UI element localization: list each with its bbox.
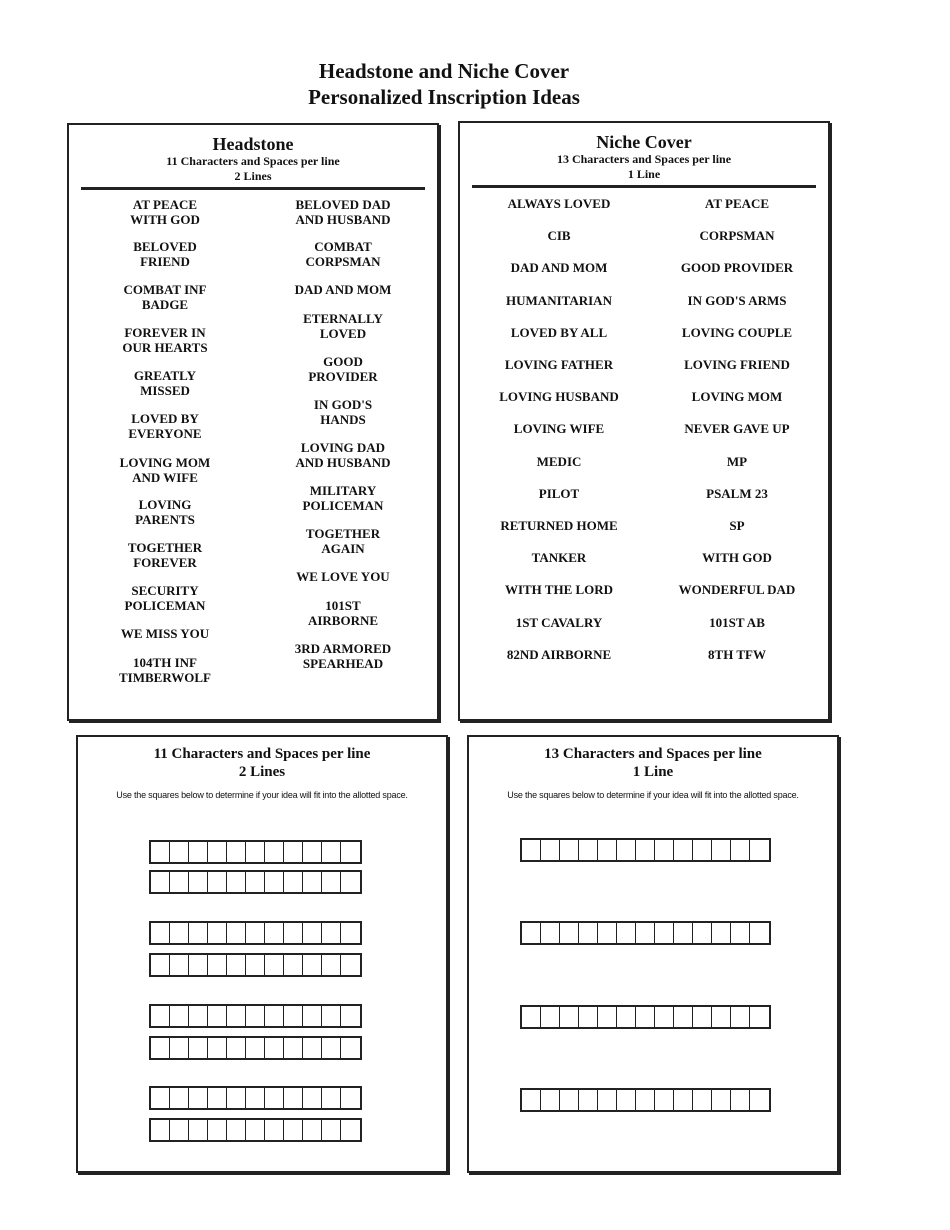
character-square (303, 1088, 322, 1108)
niche-idea: LOVING FATHER (504, 357, 614, 372)
character-square (208, 842, 227, 862)
character-square (731, 1007, 750, 1027)
character-square (341, 923, 360, 943)
character-square (522, 1007, 541, 1027)
character-square (189, 1038, 208, 1058)
character-square (170, 842, 189, 862)
niche-idea: AT PEACE (704, 196, 770, 211)
character-square (560, 1007, 579, 1027)
niche-idea: DAD AND MOM (510, 260, 608, 276)
character-square (731, 840, 750, 860)
character-square (598, 1090, 617, 1110)
niche-idea: TANKER (531, 550, 587, 566)
headstone-idea: COMBAT INF BADGE (123, 282, 207, 312)
character-square (303, 1006, 322, 1026)
headstone-idea: LOVING MOM AND WIFE (119, 455, 211, 485)
headstone-heading: Headstone (212, 134, 294, 154)
title-line-2: Personalized Inscription Ideas (308, 85, 580, 109)
character-square (189, 955, 208, 975)
character-square (598, 923, 617, 943)
character-square-row (149, 870, 362, 894)
character-square (750, 923, 769, 943)
character-square (636, 840, 655, 860)
niche-idea: MEDIC (536, 453, 582, 469)
character-square (522, 840, 541, 860)
headstone-idea: BELOVED FRIEND (133, 239, 197, 269)
character-square-row (149, 921, 362, 945)
niche-idea: 1ST CAVALRY (515, 614, 603, 630)
headstone-idea: 3RD ARMORED SPEARHEAD (294, 641, 392, 671)
character-square (674, 840, 693, 860)
character-square (674, 1007, 693, 1027)
character-square (617, 1007, 636, 1027)
character-square (208, 1038, 227, 1058)
niche-idea: ALWAYS LOVED (507, 196, 611, 211)
character-square (341, 1120, 360, 1140)
grid-13-instruction: Use the squares below to determine if your idea will fit into the allotted space. (507, 790, 799, 800)
character-square (284, 1006, 303, 1026)
character-square (322, 872, 341, 892)
niche-idea: LOVING HUSBAND (499, 389, 619, 405)
character-square (655, 1090, 674, 1110)
grid-13-panel (467, 735, 839, 1173)
character-square (170, 1120, 189, 1140)
niche-idea: HUMANITARIAN (506, 292, 612, 308)
character-square (322, 1088, 341, 1108)
character-square (265, 1088, 284, 1108)
character-square (341, 872, 360, 892)
character-square (284, 842, 303, 862)
character-square (655, 1007, 674, 1027)
niche-idea: SP (729, 518, 745, 533)
headstone-idea: GREATLY MISSED (133, 368, 197, 398)
character-square (560, 1090, 579, 1110)
character-square-row (149, 1118, 362, 1142)
headstone-idea: COMBAT CORPSMAN (305, 239, 381, 269)
character-square-row (149, 840, 362, 864)
niche-subheading: 13 Characters and Spaces per line (556, 152, 732, 166)
character-square (189, 923, 208, 943)
niche-idea: PSALM 23 (706, 485, 768, 501)
headstone-idea: MILITARY POLICEMAN (302, 483, 384, 513)
character-square (265, 923, 284, 943)
character-square (617, 923, 636, 943)
headstone-idea: ETERNALLY LOVED (303, 311, 383, 341)
headstone-idea: LOVED BY EVERYONE (128, 411, 202, 441)
character-square (303, 872, 322, 892)
headstone-idea: IN GOD'S HANDS (313, 397, 373, 427)
character-square (151, 842, 170, 862)
character-square (208, 923, 227, 943)
character-square (227, 1120, 246, 1140)
character-square (151, 872, 170, 892)
character-square (170, 1088, 189, 1108)
headstone-idea: AT PEACE WITH GOD (130, 197, 200, 227)
character-square (246, 842, 265, 862)
character-square (522, 923, 541, 943)
character-square (712, 1090, 731, 1110)
character-square (246, 872, 265, 892)
character-square (265, 842, 284, 862)
headstone-idea: 101ST AIRBORNE (307, 598, 379, 628)
character-square (341, 1038, 360, 1058)
character-square (636, 923, 655, 943)
character-square (151, 1088, 170, 1108)
character-square (208, 1088, 227, 1108)
character-square (322, 923, 341, 943)
character-square (227, 1006, 246, 1026)
character-square-row (149, 953, 362, 977)
character-square (189, 872, 208, 892)
niche-idea: LOVED BY ALL (510, 324, 608, 340)
niche-idea: WITH GOD (702, 550, 772, 566)
character-square (151, 923, 170, 943)
character-square (284, 955, 303, 975)
character-square (170, 1038, 189, 1058)
character-square (227, 872, 246, 892)
character-square (579, 1090, 598, 1110)
character-square (579, 840, 598, 860)
niche-idea: 101ST AB (709, 614, 765, 630)
niche-idea: LOVING WIFE (513, 421, 605, 437)
character-square (731, 1090, 750, 1110)
niche-idea: 82ND AIRBORNE (506, 646, 612, 662)
character-square (170, 955, 189, 975)
character-square (246, 1006, 265, 1026)
character-square (693, 923, 712, 943)
headstone-panel (67, 123, 439, 721)
character-square (284, 1088, 303, 1108)
character-square (227, 842, 246, 862)
grid-13-heading: 13 Characters and Spaces per line (544, 746, 762, 762)
niche-idea: LOVING MOM (691, 389, 783, 405)
character-square (674, 923, 693, 943)
grid-11-lines: 2 Lines (238, 764, 286, 780)
character-square (341, 955, 360, 975)
character-square (227, 1038, 246, 1058)
niche-idea: GOOD PROVIDER (680, 260, 794, 276)
character-square-row (520, 1005, 771, 1029)
niche-idea: 8TH TFW (708, 646, 766, 662)
character-square (322, 1006, 341, 1026)
character-square (655, 923, 674, 943)
headstone-idea: LOVING PARENTS (135, 497, 195, 527)
character-square (170, 1006, 189, 1026)
niche-idea: PILOT (538, 485, 580, 501)
character-square (227, 1088, 246, 1108)
character-square (189, 1088, 208, 1108)
character-square (579, 923, 598, 943)
character-square (227, 955, 246, 975)
character-square (227, 923, 246, 943)
niche-idea: LOVING FRIEND (684, 357, 790, 372)
character-square (303, 842, 322, 862)
character-square (265, 872, 284, 892)
grid-11-instruction: Use the squares below to determine if your idea will fit into the allotted space. (116, 790, 408, 800)
character-square-row (520, 921, 771, 945)
character-square (541, 1090, 560, 1110)
headstone-idea: DAD AND MOM (294, 282, 392, 297)
character-square (712, 840, 731, 860)
character-square-row (149, 1036, 362, 1060)
niche-idea: CORPSMAN (699, 228, 775, 244)
character-square (712, 1007, 731, 1027)
character-square (541, 840, 560, 860)
character-square (750, 840, 769, 860)
character-square (303, 1038, 322, 1058)
character-square-row (520, 1088, 771, 1112)
niche-idea: LOVING COUPLE (681, 324, 793, 340)
niche-heading: Niche Cover (596, 132, 692, 152)
character-square (322, 1120, 341, 1140)
character-square (655, 840, 674, 860)
niche-idea: WITH THE LORD (504, 582, 614, 598)
character-square (246, 1088, 265, 1108)
headstone-idea: GOOD PROVIDER (308, 354, 378, 384)
headstone-idea: WE LOVE YOU (296, 569, 390, 584)
character-square (246, 923, 265, 943)
page-title (0, 58, 888, 110)
grid-11-panel (76, 735, 448, 1173)
character-square-row (149, 1004, 362, 1028)
niche-lines: 1 Line (627, 167, 661, 181)
character-square (284, 923, 303, 943)
character-square (208, 955, 227, 975)
character-square (208, 1006, 227, 1026)
character-square (560, 840, 579, 860)
character-square (322, 1038, 341, 1058)
grid-13-lines: 1 Line (632, 764, 674, 780)
headstone-divider (81, 187, 425, 190)
grid-11-heading: 11 Characters and Spaces per line (153, 746, 371, 762)
character-square (598, 840, 617, 860)
niche-idea: NEVER GAVE UP (684, 421, 790, 437)
character-square (246, 1120, 265, 1140)
character-square (693, 840, 712, 860)
niche-idea: RETURNED HOME (500, 518, 618, 533)
character-square (579, 1007, 598, 1027)
character-square (265, 955, 284, 975)
niche-idea: WONDERFUL DAD (678, 582, 796, 598)
character-square (674, 1090, 693, 1110)
character-square (750, 1090, 769, 1110)
character-square (246, 955, 265, 975)
niche-idea: IN GOD'S ARMS (687, 292, 787, 308)
character-square (731, 923, 750, 943)
character-square (246, 1038, 265, 1058)
character-square (151, 1038, 170, 1058)
character-square (303, 955, 322, 975)
character-square (189, 842, 208, 862)
headstone-idea: 104TH INF TIMBERWOLF (119, 655, 211, 685)
character-square (598, 1007, 617, 1027)
character-square (284, 872, 303, 892)
character-square (341, 1006, 360, 1026)
character-square (522, 1090, 541, 1110)
character-square (322, 842, 341, 862)
headstone-idea: LOVING DAD AND HUSBAND (295, 440, 391, 470)
character-square-row (149, 1086, 362, 1110)
character-square (341, 1088, 360, 1108)
character-square (151, 1120, 170, 1140)
character-square (208, 1120, 227, 1140)
niche-idea: MP (726, 453, 748, 469)
headstone-idea: SECURITY POLICEMAN (124, 583, 206, 613)
character-square (265, 1038, 284, 1058)
character-square (284, 1038, 303, 1058)
character-square (303, 923, 322, 943)
character-square (617, 1090, 636, 1110)
character-square (541, 923, 560, 943)
character-square (750, 1007, 769, 1027)
niche-divider (472, 185, 816, 188)
character-square (541, 1007, 560, 1027)
character-square (636, 1090, 655, 1110)
character-square (303, 1120, 322, 1140)
character-square (693, 1007, 712, 1027)
character-square (636, 1007, 655, 1027)
character-square (189, 1006, 208, 1026)
headstone-idea: WE MISS YOU (120, 626, 210, 641)
headstone-idea: TOGETHER AGAIN (305, 526, 381, 556)
character-square (560, 923, 579, 943)
headstone-idea: TOGETHER FOREVER (127, 540, 203, 570)
character-square (170, 923, 189, 943)
character-square (189, 1120, 208, 1140)
character-square (265, 1120, 284, 1140)
character-square (265, 1006, 284, 1026)
character-square (284, 1120, 303, 1140)
title-line-1: Headstone and Niche Cover (318, 59, 570, 83)
character-square (151, 1006, 170, 1026)
character-square (151, 955, 170, 975)
character-square (341, 842, 360, 862)
character-square-row (520, 838, 771, 862)
character-square (617, 840, 636, 860)
headstone-subheading: 11 Characters and Spaces per line (166, 154, 340, 168)
niche-panel (458, 121, 830, 721)
character-square (712, 923, 731, 943)
headstone-idea: FOREVER IN OUR HEARTS (122, 325, 208, 355)
headstone-idea: BELOVED DAD AND HUSBAND (295, 197, 391, 227)
character-square (208, 872, 227, 892)
character-square (693, 1090, 712, 1110)
character-square (322, 955, 341, 975)
character-square (170, 872, 189, 892)
niche-idea: CIB (547, 228, 571, 244)
headstone-lines: 2 Lines (234, 169, 272, 183)
